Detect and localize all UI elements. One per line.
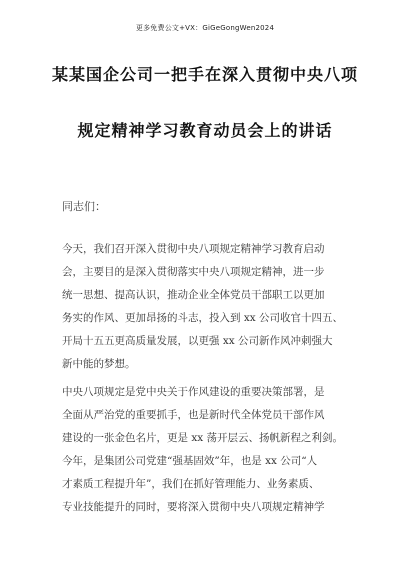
paragraph-line: 统一思想、提高认识，推动企业全体党员干部职工以更加 (62, 289, 325, 301)
paragraph-line: 建设的一张金色名片，更是 xx 荡开层云、扬帆新程之利剑。 (62, 432, 344, 444)
paragraph-1 (62, 238, 362, 376)
paragraph-line: 新中能的梦想。 (62, 358, 136, 370)
paragraph-line: 今年，是集团公司党建“强基固效”年，也是 xx 公司“人 (62, 455, 318, 467)
paragraph-line: 开局十五五更高质量发展，以更强 xx 公司新作风冲刺强大 (62, 335, 333, 347)
paragraph-line: 中央八项规定是党中央关于作风建设的重要决策部署，是 (62, 386, 325, 398)
paragraph-line: 才素质工程提升年”，我们在抓好管理能力、业务素质、 (62, 478, 320, 490)
paragraph-2 (62, 381, 362, 519)
paragraph-line: 会，主要目的是深入贯彻落实中央八项规定精神，进一步 (62, 266, 325, 278)
paragraph-line: 今天，我们召开深入贯彻中央八项规定精神学习教育启动 (62, 243, 325, 255)
header-note: 更多免费公文+VX：GiGeGongWen2024 (135, 24, 275, 32)
document-title-line-2: 规定精神学习教育动员会上的讲话 (77, 121, 333, 140)
document-title-line-1: 某某国企公司一把手在深入贯彻中央八项 (51, 65, 358, 84)
greeting: 同志们： (62, 200, 106, 213)
paragraph-line: 全面从严治党的重要抓手，也是新时代全体党员干部作风 (62, 409, 325, 421)
paragraph-line: 专业技能提升的同时，要将深入贯彻中央八项规定精神学 (62, 501, 325, 513)
paragraph-line: 务实的作风、更加昂扬的斗志，投入到 xx 公司收官十四五、 (62, 312, 344, 324)
